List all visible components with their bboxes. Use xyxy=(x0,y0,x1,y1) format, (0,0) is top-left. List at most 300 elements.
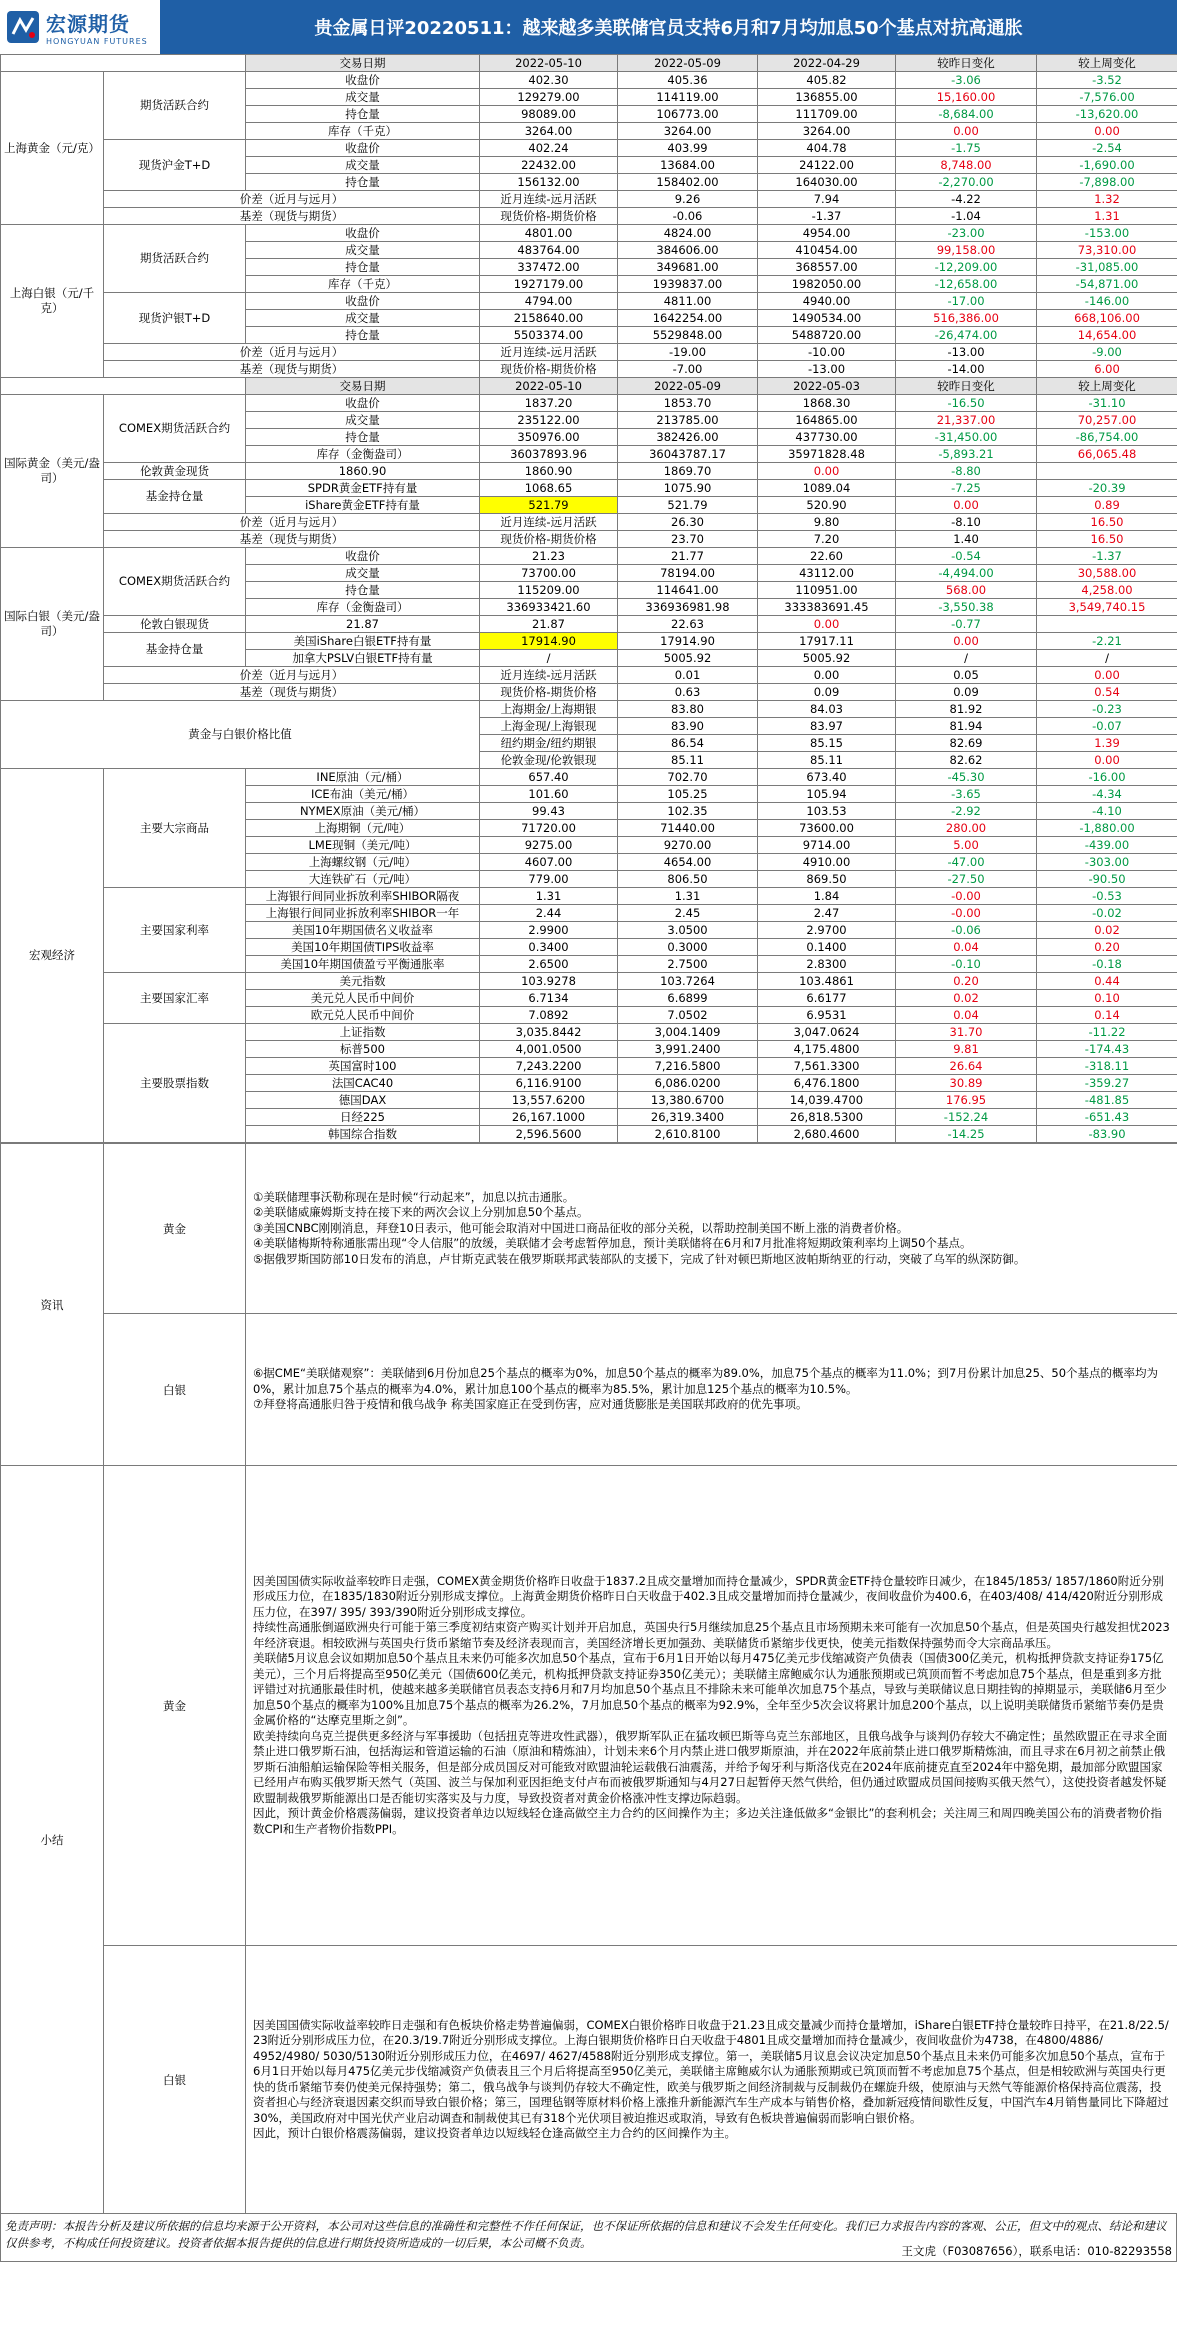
row-label: 持仓量 xyxy=(246,582,480,599)
value-cell: 0.3000 xyxy=(618,939,758,956)
change-cell: -14.25 xyxy=(896,1126,1037,1143)
value-cell: 520.90 xyxy=(758,497,896,514)
value-cell: 5005.92 xyxy=(758,650,896,667)
value-cell: 4954.00 xyxy=(758,225,896,242)
value-cell: 0.09 xyxy=(758,684,896,701)
table-row xyxy=(1,888,1177,905)
change-cell: 0.02 xyxy=(896,990,1037,1007)
value-cell: 1.31 xyxy=(480,888,618,905)
value-cell: 7.94 xyxy=(758,191,896,208)
value-cell: 2,596.5600 xyxy=(480,1126,618,1143)
value-cell: 26.30 xyxy=(618,514,758,531)
value-cell: 129279.00 xyxy=(480,89,618,106)
change-cell: -16.50 xyxy=(896,395,1037,412)
author-contact: 王文虎（F03087656），联系电话：010-82293558 xyxy=(901,2244,1172,2258)
value-cell: 26,818.5300 xyxy=(758,1109,896,1126)
value-cell: -13.00 xyxy=(758,361,896,378)
change-cell: -3.52 xyxy=(1037,72,1177,89)
row-label: 欧元兑人民币中间价 xyxy=(246,1007,480,1024)
row-label: 美元指数 xyxy=(246,973,480,990)
value-cell: 85.11 xyxy=(618,752,758,769)
change-cell: -359.27 xyxy=(1037,1075,1177,1092)
value-cell: 164030.00 xyxy=(758,174,896,191)
paragraph: ⑥据CME“美联储观察”：美联储到6月份加息25个基点的概率为0%，加息50个基点的概率为89.0%，加息75个基点的概率为11.0%；到7月份累计加息25、50个基点的概率均为0%，累计加息75个基点的概率为4.0%，累计加息100个基点的概率为85.5%，累计加息125个基点的概率为10.5%。 xyxy=(253,1366,1159,1396)
change-cell: 73,310.00 xyxy=(1037,242,1177,259)
row-label: 上海期铜（元/吨） xyxy=(246,820,480,837)
table-row xyxy=(1,616,1177,633)
change-cell: -152.24 xyxy=(896,1109,1037,1126)
row-label: 成交量 xyxy=(246,242,480,259)
change-cell: -1.75 xyxy=(896,140,1037,157)
row-label: 收盘价 xyxy=(246,140,480,157)
change-cell: -2.54 xyxy=(1037,140,1177,157)
change-cell: -3.65 xyxy=(896,786,1037,803)
value-cell: 4811.00 xyxy=(618,293,758,310)
change-cell: 568.00 xyxy=(896,582,1037,599)
value-cell: 9714.00 xyxy=(758,837,896,854)
group-label: 伦敦黄金现货 xyxy=(104,463,246,480)
value-cell: 4607.00 xyxy=(480,854,618,871)
change-cell: 0.20 xyxy=(896,973,1037,990)
value-cell: 1853.70 xyxy=(618,395,758,412)
value-cell: 9.80 xyxy=(758,514,896,531)
column-header: 交易日期 xyxy=(246,378,480,395)
change-cell: 1.31 xyxy=(1037,208,1177,225)
change-cell: 0.00 xyxy=(1037,123,1177,140)
value-cell: 5488720.00 xyxy=(758,327,896,344)
value-cell: 3264.00 xyxy=(758,123,896,140)
change-cell: 30.89 xyxy=(896,1075,1037,1092)
change-cell: 0.00 xyxy=(758,616,896,633)
change-cell: 9.81 xyxy=(896,1041,1037,1058)
row-label: LME现铜（美元/吨） xyxy=(246,837,480,854)
change-cell: -303.00 xyxy=(1037,854,1177,871)
value-cell: 0.3400 xyxy=(480,939,618,956)
value-cell: 1860.90 xyxy=(480,463,618,480)
value-cell: 7.20 xyxy=(758,531,896,548)
value-cell: -0.06 xyxy=(618,208,758,225)
value-cell: 5503374.00 xyxy=(480,327,618,344)
news-section-label: 资讯 xyxy=(1,1144,104,1466)
change-cell: -2.21 xyxy=(1037,633,1177,650)
row-label: 上海期金/上海期银 xyxy=(480,701,618,718)
change-cell: -86,754.00 xyxy=(1037,429,1177,446)
change-cell: 176.95 xyxy=(896,1092,1037,1109)
value-cell: 437730.00 xyxy=(758,429,896,446)
change-cell: -4.10 xyxy=(1037,803,1177,820)
value-cell: 9.26 xyxy=(618,191,758,208)
value-cell: 83.97 xyxy=(758,718,896,735)
change-cell: / xyxy=(1037,650,1177,667)
group-label: 基差（现货与期货） xyxy=(104,531,480,548)
change-cell: -31,085.00 xyxy=(1037,259,1177,276)
section-label: 黄金与白银价格比值 xyxy=(1,701,480,769)
change-cell: -31.10 xyxy=(1037,395,1177,412)
change-cell: 0.00 xyxy=(1037,667,1177,684)
change-cell: -0.53 xyxy=(1037,888,1177,905)
table-row xyxy=(1,514,1177,531)
change-cell: -4,494.00 xyxy=(896,565,1037,582)
paragraph: ⑦拜登将高通胀归咎于疫情和俄乌战争 称美国家庭正在受到伤害，应对通货膨胀是美国联邦政府的优先事项。 xyxy=(253,1397,808,1412)
row-label: 收盘价 xyxy=(246,395,480,412)
value-cell: 6,476.1800 xyxy=(758,1075,896,1092)
change-cell: -47.00 xyxy=(896,854,1037,871)
table-row xyxy=(1,225,1177,242)
change-cell: 0.44 xyxy=(1037,973,1177,990)
group-label: 现货沪银T+D xyxy=(104,293,246,344)
value-cell: 26,319.3400 xyxy=(618,1109,758,1126)
column-header: 2022-05-10 xyxy=(480,378,618,395)
value-cell: 6.6177 xyxy=(758,990,896,1007)
table-header-row xyxy=(1,55,1177,72)
change-cell: -5,893.21 xyxy=(896,446,1037,463)
paragraph: 持续性高通胀倒逼欧洲央行可能于第三季度初结束资产购买计划并开启加息，英国央行5月继续加息25个基点且市场预期未来可能有一次加息50个基点，但是英国央行越发担忧2023年经济衰退。相较欧洲与英国央行货币紧缩节奏及经济表现而言，美国经济增长更加强劲、美联储货币紧缩步伐更快，使美元指数保持强势而令大宗商品承压。 xyxy=(253,1620,1170,1650)
value-cell: 99.43 xyxy=(480,803,618,820)
value-cell: 1490534.00 xyxy=(758,310,896,327)
value-cell: 83.80 xyxy=(618,701,758,718)
change-cell: 3,549,740.15 xyxy=(1037,599,1177,616)
report-footer xyxy=(0,2214,1177,2262)
paragraph: ④美联储梅斯特称通胀需出现“令人信服”的放缓，美联储才会考虑暂停加息，预计美联储将在6月和7月批准将短期政策利率均上调50个基点。 xyxy=(253,1236,972,1251)
value-cell: 24122.00 xyxy=(758,157,896,174)
value-cell: 156132.00 xyxy=(480,174,618,191)
value-cell: 9270.00 xyxy=(618,837,758,854)
value-cell: 3,047.0624 xyxy=(758,1024,896,1041)
paragraph: ⑤据俄罗斯国防部10日发布的消息，卢甘斯克武装在俄罗斯联邦武装部队的支援下，完成了针对顿巴斯地区波帕斯纳亚的行动，突破了乌军的纵深防御。 xyxy=(253,1251,1026,1266)
value-cell: 22.63 xyxy=(618,616,758,633)
paragraph: 因此，预计黄金价格震荡偏弱，建议投资者单边以短线轻仓逢高做空主力合约的区间操作为主；多边关注逢低做多“金银比”的套利机会；关注周三和周四晚美国公布的消费者物价指数CPI和生产者物价指数PPI。 xyxy=(253,1806,1162,1836)
value-cell: 1837.20 xyxy=(480,395,618,412)
value-cell: 114119.00 xyxy=(618,89,758,106)
change-cell: 0.00 xyxy=(758,463,896,480)
value-cell: 1860.90 xyxy=(246,463,480,480)
row-label: 库存（金衡盎司） xyxy=(246,599,480,616)
group-label: 基差（现货与期货） xyxy=(104,684,480,701)
value-cell: 483764.00 xyxy=(480,242,618,259)
value-cell: 405.82 xyxy=(758,72,896,89)
table-row xyxy=(1,140,1177,157)
change-cell: 16.50 xyxy=(1037,514,1177,531)
row-label: 近月连续-远月活跃 xyxy=(480,667,618,684)
column-header: 交易日期 xyxy=(246,55,480,72)
change-cell: -1,690.00 xyxy=(1037,157,1177,174)
change-cell: -11.22 xyxy=(1037,1024,1177,1041)
change-cell: -9.00 xyxy=(1037,344,1177,361)
column-header: 2022-05-09 xyxy=(618,378,758,395)
value-cell: -14.00 xyxy=(896,361,1037,378)
row-label: 近月连续-远月活跃 xyxy=(480,344,618,361)
change-cell: -12,209.00 xyxy=(896,259,1037,276)
value-cell: -8.10 xyxy=(896,514,1037,531)
column-header: 2022-05-03 xyxy=(758,378,896,395)
change-cell: -318.11 xyxy=(1037,1058,1177,1075)
row-label: 美国10年期国债名义收益率 xyxy=(246,922,480,939)
value-cell: 7,243.2200 xyxy=(480,1058,618,1075)
change-cell: / xyxy=(896,650,1037,667)
change-cell: -23.00 xyxy=(896,225,1037,242)
group-label: 价差（近月与远月） xyxy=(104,514,480,531)
row-label: 上海银行间同业拆放利率SHIBOR隔夜 xyxy=(246,888,480,905)
hongyuan-logo-icon xyxy=(6,10,40,44)
value-cell: 382426.00 xyxy=(618,429,758,446)
value-cell: / xyxy=(480,650,618,667)
news-silver-label: 白银 xyxy=(104,1314,246,1466)
change-cell: 0.04 xyxy=(896,1007,1037,1024)
change-cell: -16.00 xyxy=(1037,769,1177,786)
value-cell: 103.7264 xyxy=(618,973,758,990)
summary-silver-text xyxy=(246,1946,1177,2214)
change-cell: -0.23 xyxy=(1037,701,1177,718)
row-label: 德国DAX xyxy=(246,1092,480,1109)
change-cell: 0.54 xyxy=(1037,684,1177,701)
change-cell: -54,871.00 xyxy=(1037,276,1177,293)
table-row xyxy=(1,395,1177,412)
news-gold-label: 黄金 xyxy=(104,1144,246,1314)
paragraph: 因美国国债实际收益率较昨日走强，COMEX黄金期货价格昨日收盘于1837.2且成交量增加而持仓量减少，SPDR黄金ETF持仓量较昨日减少，在1845/1853/ 1857/1860附近分别形成压力位，在1835/1830附近分别形成支撑位。上海黄金期货价格昨日白天收盘于402.3且成交量增加而持仓量减少，夜间收盘价为400.6，在403/408/ 414/420附近分别形成压力位，在397/ 395/ 393/390附近分别形成支撑位。 xyxy=(253,1573,1164,1619)
change-cell: 0.14 xyxy=(1037,1007,1177,1024)
table-row xyxy=(1,684,1177,701)
table-row xyxy=(1,667,1177,684)
value-cell: 1068.65 xyxy=(480,480,618,497)
value-cell: -7.00 xyxy=(618,361,758,378)
row-label: 上证指数 xyxy=(246,1024,480,1041)
row-label: 伦敦金现/伦敦银现 xyxy=(480,752,618,769)
change-cell: -651.43 xyxy=(1037,1109,1177,1126)
row-label: 加拿大PSLV白银ETF持有量 xyxy=(246,650,480,667)
change-cell: 0.10 xyxy=(1037,990,1177,1007)
value-cell: 103.53 xyxy=(758,803,896,820)
row-label: INE原油（元/桶） xyxy=(246,769,480,786)
value-cell: 657.40 xyxy=(480,769,618,786)
change-cell: 31.70 xyxy=(896,1024,1037,1041)
value-cell: -1.04 xyxy=(896,208,1037,225)
value-cell: 410454.00 xyxy=(758,242,896,259)
value-cell: 2.6500 xyxy=(480,956,618,973)
change-cell: -0.10 xyxy=(896,956,1037,973)
table-row xyxy=(1,293,1177,310)
change-cell: -3.06 xyxy=(896,72,1037,89)
value-cell: 3.0500 xyxy=(618,922,758,939)
change-cell: -45.30 xyxy=(896,769,1037,786)
value-cell: 1075.90 xyxy=(618,480,758,497)
change-cell: 8,748.00 xyxy=(896,157,1037,174)
group-label: 价差（近月与远月） xyxy=(104,667,480,684)
value-cell: 22432.00 xyxy=(480,157,618,174)
table-row xyxy=(1,633,1177,650)
value-cell: 806.50 xyxy=(618,871,758,888)
value-cell: 6.7134 xyxy=(480,990,618,1007)
row-label: 大连铁矿石（元/吨） xyxy=(246,871,480,888)
row-label: 上海螺纹钢（元/吨） xyxy=(246,854,480,871)
group-label: 价差（近月与远月） xyxy=(104,191,480,208)
change-cell: -3,550.38 xyxy=(896,599,1037,616)
value-cell: 115209.00 xyxy=(480,582,618,599)
change-cell: 15,160.00 xyxy=(896,89,1037,106)
column-header: 较上周变化 xyxy=(1037,55,1177,72)
company-logo xyxy=(0,0,160,54)
change-cell: -146.00 xyxy=(1037,293,1177,310)
change-cell: -13,620.00 xyxy=(1037,106,1177,123)
value-cell: 103.4861 xyxy=(758,973,896,990)
value-cell: 21.87 xyxy=(246,616,480,633)
change-cell: -174.43 xyxy=(1037,1041,1177,1058)
group-label: 主要国家利率 xyxy=(104,888,246,973)
value-cell: 4824.00 xyxy=(618,225,758,242)
value-cell: 14,039.4700 xyxy=(758,1092,896,1109)
row-label: 成交量 xyxy=(246,310,480,327)
change-cell: -0.07 xyxy=(1037,718,1177,735)
value-cell: 404.78 xyxy=(758,140,896,157)
value-cell: 779.00 xyxy=(480,871,618,888)
value-cell: 869.50 xyxy=(758,871,896,888)
value-cell: -13.00 xyxy=(896,344,1037,361)
value-cell: 2.9700 xyxy=(758,922,896,939)
change-cell: 16.50 xyxy=(1037,531,1177,548)
value-cell: 6,116.9100 xyxy=(480,1075,618,1092)
header-blank xyxy=(1,378,246,395)
row-label: 近月连续-远月活跃 xyxy=(480,191,618,208)
value-cell: 114641.00 xyxy=(618,582,758,599)
logo-name-en: HONGYUAN FUTURES xyxy=(46,37,148,46)
group-label: 伦敦白银现货 xyxy=(104,616,246,633)
value-cell: 81.94 xyxy=(896,718,1037,735)
row-label: ICE布油（美元/桶） xyxy=(246,786,480,803)
change-cell: -0.18 xyxy=(1037,956,1177,973)
logo-text xyxy=(46,8,148,46)
value-cell: 35971828.48 xyxy=(758,446,896,463)
summary-silver-label: 白银 xyxy=(104,1946,246,2214)
change-cell: 280.00 xyxy=(896,820,1037,837)
section-label: 上海白银（元/千克） xyxy=(1,225,104,378)
paragraph: 美联储5月议息会议如期加息50个基点且未来仍可能多次加息50个基点，宣布于6月1日开始以每月475亿美元步伐缩减资产负债表（国债300亿美元，机构抵押贷款支持证券175亿美元），三个月后将提高至950亿美元（国债600亿美元，机构抵押贷款支持证券350亿美元）；美联储主席鲍威尔认为通胀预期或已筑顶而暂不考虑加息75个基点，但是重到多方批评错过对抗通胀最佳时机，使越来越多美联储官员表态支持6月和7月均加息50个基点且不排除未来可能单次加息75个基点，导致与美联储议息日期挂钩的掉期显示，美联储6月至少加息50个基点的概率为100%且加息75个基点的概率为26.2%，7月加息50个基点的概率为92.9%，全年至少5次会议将累计加息200个基点，以上说明美联储货币紧缩节奏仍是贵金属价格的“达摩克里斯之剑”。 xyxy=(253,1651,1167,1728)
value-cell: 36043787.17 xyxy=(618,446,758,463)
value-cell: 0.01 xyxy=(618,667,758,684)
table-row xyxy=(1,463,1177,480)
change-cell: -7,576.00 xyxy=(1037,89,1177,106)
value-cell: 402.30 xyxy=(480,72,618,89)
change-cell: -0.06 xyxy=(896,922,1037,939)
change-cell: -26,474.00 xyxy=(896,327,1037,344)
change-cell: 0.02 xyxy=(1037,922,1177,939)
column-header: 较昨日变化 xyxy=(896,55,1037,72)
change-cell: -2,270.00 xyxy=(896,174,1037,191)
column-header: 较上周变化 xyxy=(1037,378,1177,395)
change-cell: -8,684.00 xyxy=(896,106,1037,123)
group-label: COMEX期货活跃合约 xyxy=(104,395,246,463)
paragraph: 因美国国债实际收益率较昨日走强和有色板块价格走势普遍偏弱，COMEX白银价格昨日收盘于21.23且成交量减少而持仓量增加，iShare白银ETF持仓量较昨日持平，在21.8/22.5/ 23附近分别形成压力位，在20.3/19.7附近分别形成支撑位。上海白银期货价格昨日白天收盘于4801且成交量增加而持仓量减少，夜间收盘价为4738，在4800/4886/ 4952/4980/ 5030/5130附近分别形成压力位，在4697/ 4627/4588附近分别形成支撑位。第一，美联储5月议息会议决定加息50个基点且未来仍可能多次加息50个基点，宣布于6月1日开始以每月475亿美元步伐缩减资产负债表且三个月后将提高至950亿美元，美联储主席鲍威尔认为通胀预期或已筑顶而暂不考虑加息75个基点，但是相较欧洲与英国央行更快的货币紧缩节奏仍使美元保持强势；第二，俄乌战争与谈判仍存较大不确定性，欧美与俄罗斯之间经济制裁与反制裁仍在螺旋升级，使原油与天然气等能源价格保持高位震荡，投资者担心与经济衰退因素交织而导致白银价格；第三，国理毡钢等原材料价格上涨推升新能源汽车生产成本与销售价格，叠加新冠疫情间歇性反复，中国汽车4月销售量同比下降超过30%，美国政府对中国光伏产业启动调查和制裁使其已有318个光伏项目被迫推迟或取消，导致有色板块普遍偏弱而影响白银价格。 xyxy=(253,2017,1169,2125)
value-cell: -19.00 xyxy=(618,344,758,361)
value-cell: 86.54 xyxy=(618,735,758,752)
change-cell: -27.50 xyxy=(896,871,1037,888)
change-cell: 0.00 xyxy=(1037,752,1177,769)
news-summary-table xyxy=(0,1143,1177,2214)
value-cell: -1.37 xyxy=(758,208,896,225)
value-cell: 0.05 xyxy=(896,667,1037,684)
row-label: 收盘价 xyxy=(246,548,480,565)
value-cell: 333383691.45 xyxy=(758,599,896,616)
section-label: 上海黄金（元/克） xyxy=(1,72,104,225)
change-cell: 0.00 xyxy=(896,123,1037,140)
value-cell: 71720.00 xyxy=(480,820,618,837)
change-cell: -439.00 xyxy=(1037,837,1177,854)
value-cell: 9275.00 xyxy=(480,837,618,854)
change-cell: -1.37 xyxy=(1037,548,1177,565)
value-cell: 105.25 xyxy=(618,786,758,803)
value-cell: 71440.00 xyxy=(618,820,758,837)
row-label: 收盘价 xyxy=(246,72,480,89)
row-label: 现货价格-期货价格 xyxy=(480,208,618,225)
value-cell: 3264.00 xyxy=(480,123,618,140)
row-label: 上海金现/上海银现 xyxy=(480,718,618,735)
value-cell: 21.77 xyxy=(618,548,758,565)
change-cell: -153.00 xyxy=(1037,225,1177,242)
group-label: 主要国家汇率 xyxy=(104,973,246,1024)
value-cell: 82.69 xyxy=(896,735,1037,752)
value-cell: 136855.00 xyxy=(758,89,896,106)
change-cell: -0.54 xyxy=(896,548,1037,565)
value-cell: 101.60 xyxy=(480,786,618,803)
column-header: 较昨日变化 xyxy=(896,378,1037,395)
value-cell: 2,610.8100 xyxy=(618,1126,758,1143)
value-cell: 17917.11 xyxy=(758,633,896,650)
change-cell: -1,880.00 xyxy=(1037,820,1177,837)
value-cell: 7.0502 xyxy=(618,1007,758,1024)
value-cell: 81.92 xyxy=(896,701,1037,718)
change-cell: 0.04 xyxy=(896,939,1037,956)
value-cell: 336933421.60 xyxy=(480,599,618,616)
change-cell: -0.00 xyxy=(896,905,1037,922)
change-cell: -8.80 xyxy=(896,463,1037,480)
row-label: SPDR黄金ETF持有量 xyxy=(246,480,480,497)
logo-name: 宏源期货 xyxy=(46,12,130,36)
value-cell: 17914.90 xyxy=(480,633,618,650)
value-cell: -4.22 xyxy=(896,191,1037,208)
value-cell: 1.31 xyxy=(618,888,758,905)
row-label: 美国10年期国债盈亏平衡通胀率 xyxy=(246,956,480,973)
value-cell: 368557.00 xyxy=(758,259,896,276)
table-row xyxy=(1,531,1177,548)
change-cell: 21,337.00 xyxy=(896,412,1037,429)
news-gold-text xyxy=(246,1144,1177,1314)
value-cell: 103.9278 xyxy=(480,973,618,990)
paragraph: 因此，预计白银价格震荡偏弱，建议投资者单边以短线轻仓逢高做空主力合约的区间操作为主。 xyxy=(253,2126,736,2140)
header-blank xyxy=(1,55,246,72)
value-cell: 235122.00 xyxy=(480,412,618,429)
row-label: NYMEX原油（美元/桶） xyxy=(246,803,480,820)
table-row xyxy=(1,1024,1177,1041)
change-cell: 5.00 xyxy=(896,837,1037,854)
value-cell: 0.00 xyxy=(758,667,896,684)
value-cell: 521.79 xyxy=(480,497,618,514)
row-label: 持仓量 xyxy=(246,106,480,123)
row-label: 现货价格-期货价格 xyxy=(480,361,618,378)
change-cell: 0.00 xyxy=(896,633,1037,650)
value-cell: 158402.00 xyxy=(618,174,758,191)
paragraph: ②美联储威廉姆斯支持在接下来的两次会议上分别加息50个基点。 xyxy=(253,1205,589,1220)
value-cell: 4,001.0500 xyxy=(480,1041,618,1058)
value-cell: 13,380.6700 xyxy=(618,1092,758,1109)
table-row xyxy=(1,208,1177,225)
change-cell: 0.00 xyxy=(896,497,1037,514)
change-cell: 70,257.00 xyxy=(1037,412,1177,429)
value-cell: 102.35 xyxy=(618,803,758,820)
change-cell: 0.89 xyxy=(1037,497,1177,514)
section-label: 宏观经济 xyxy=(1,769,104,1143)
value-cell: 98089.00 xyxy=(480,106,618,123)
table-row xyxy=(1,701,1177,718)
value-cell: 2,680.4600 xyxy=(758,1126,896,1143)
row-label: 持仓量 xyxy=(246,259,480,276)
